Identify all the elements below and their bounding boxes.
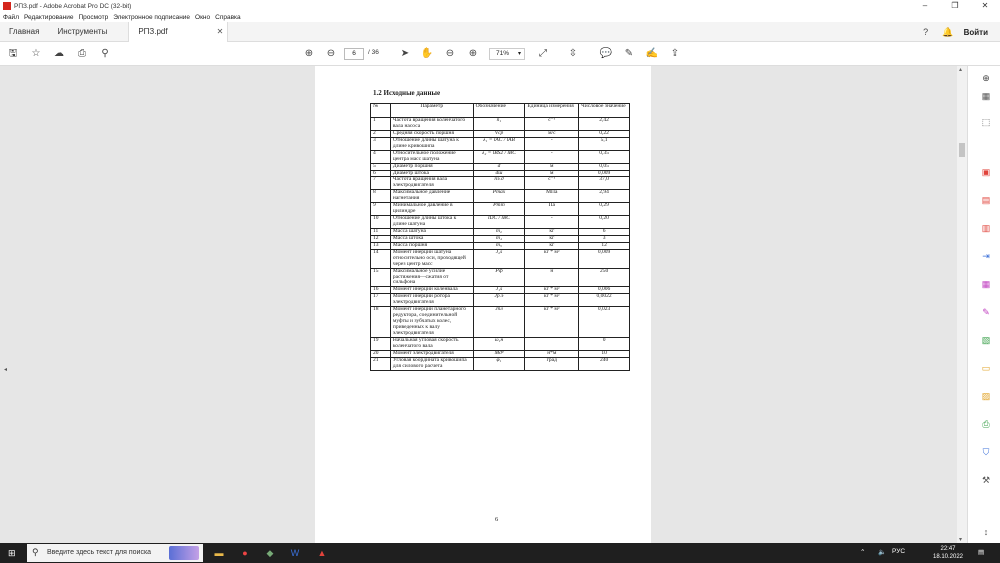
tab-document[interactable] xyxy=(128,22,228,42)
cell-symbol: λ₂ = lBS2 / lBC xyxy=(473,150,525,163)
header-actions xyxy=(920,22,1000,42)
minimize-icon[interactable]: – xyxy=(922,1,928,10)
title-bar xyxy=(0,0,1000,12)
cell-value: 2,94 xyxy=(579,190,630,203)
cell-number: 11 xyxy=(371,228,391,235)
close-icon[interactable]: ✕ xyxy=(981,1,989,10)
header-parameter: Параметр xyxy=(390,104,473,118)
cell-number: 17 xyxy=(371,294,391,307)
print-icon[interactable]: ⎙ xyxy=(78,48,86,59)
cell-unit: c⁻¹ xyxy=(525,177,579,190)
expand-panel-icon[interactable]: ↕ xyxy=(983,527,989,537)
tray-lang[interactable]: РУС xyxy=(892,548,906,555)
zoom-out-icon[interactable]: ⊖ xyxy=(445,48,455,59)
fill-sign-icon[interactable]: ✎ xyxy=(982,307,990,317)
fit-page-icon[interactable]: ⤢ xyxy=(539,48,547,59)
signin-button[interactable]: Войти xyxy=(963,27,988,37)
table-row xyxy=(371,357,630,370)
cell-unit: кг * м² xyxy=(525,294,579,307)
table-row xyxy=(371,203,630,216)
cell-value: 0,05 xyxy=(579,163,630,170)
file-explorer-icon[interactable]: ▬ xyxy=(214,548,224,558)
highlight-pen-icon[interactable]: ✎ xyxy=(624,48,634,59)
cell-symbol: J₂s xyxy=(473,249,525,268)
cell-parameter: Начальная угловая скорость коленчатого вала xyxy=(390,337,473,350)
window-controls xyxy=(910,0,1000,12)
cell-value: 0,29 xyxy=(579,203,630,216)
page-number-input[interactable]: 6 xyxy=(344,48,364,60)
cell-value: 6 xyxy=(579,228,630,235)
cell-value: 250 xyxy=(579,268,630,287)
window-title: РПЗ.pdf - Adobe Acrobat Pro DC (32-bit) xyxy=(14,2,132,10)
table-row xyxy=(371,249,630,268)
search-placeholder: Введите здесь текст для поиска xyxy=(47,549,152,556)
cell-parameter: Масса штока xyxy=(390,235,473,242)
table-row xyxy=(371,163,630,170)
cell-symbol: lDC / lBC xyxy=(473,216,525,229)
menu-help[interactable]: Справка xyxy=(215,13,241,21)
cell-symbol: J₁s xyxy=(473,287,525,294)
cell-parameter: Момент электродвигателя xyxy=(390,350,473,357)
cell-parameter: Масса поршня xyxy=(390,242,473,249)
cell-value: 0 xyxy=(579,337,630,350)
stamp-icon[interactable]: ▨ xyxy=(981,391,991,401)
cell-unit: - xyxy=(525,150,579,163)
cell-number: 18 xyxy=(371,307,391,338)
tab-bar xyxy=(0,22,1000,42)
menu-file[interactable]: Файл xyxy=(3,13,19,21)
cell-unit: МПа xyxy=(525,190,579,203)
cell-number: 16 xyxy=(371,287,391,294)
cell-number: 4 xyxy=(371,150,391,163)
cell-parameter: Отношение длины шатуна к длине кривошипа xyxy=(390,137,473,150)
cell-symbol: λ₁ = lAC / lAB xyxy=(473,137,525,150)
cell-value: 0,009 xyxy=(579,249,630,268)
clock[interactable] xyxy=(928,545,968,561)
table-row xyxy=(371,216,630,229)
cell-value: 0,023 xyxy=(579,307,630,338)
menu-bar xyxy=(0,12,1000,22)
search-icon[interactable]: ⚲ xyxy=(101,48,109,59)
scroll-up-icon[interactable]: ▴ xyxy=(959,67,963,73)
vertical-scrollbar[interactable] xyxy=(957,66,967,543)
cell-value: 0,20 xyxy=(579,216,630,229)
cell-unit: - xyxy=(525,137,579,150)
bookmarks-icon[interactable]: ⬚ xyxy=(981,117,991,127)
header-number: № xyxy=(371,104,391,118)
cell-unit xyxy=(525,337,579,350)
header-value: Числовое значение xyxy=(579,104,630,118)
menu-esign[interactable]: Электронное подписание xyxy=(113,13,191,21)
cell-symbol: m₄ xyxy=(473,235,525,242)
cell-symbol: m₅ xyxy=(473,242,525,249)
combine-files-icon[interactable]: ▤ xyxy=(981,195,991,205)
cell-symbol: d xyxy=(473,163,525,170)
send-for-review-icon[interactable]: ▧ xyxy=(981,335,991,345)
cell-value: 0,35 xyxy=(579,150,630,163)
section-heading: 1.2 Исходные данные xyxy=(373,89,441,97)
source-data-table xyxy=(370,103,630,371)
cell-number: 2 xyxy=(371,130,391,137)
cell-parameter: Момент инерции коленвала xyxy=(390,287,473,294)
table-row xyxy=(371,137,630,150)
cell-parameter: Диаметр поршня xyxy=(390,163,473,170)
header-unit: Единица измерения xyxy=(525,104,579,118)
clock-time: 22:47 xyxy=(940,546,956,552)
close-tab-icon[interactable]: ✕ xyxy=(216,26,224,36)
cell-unit: м xyxy=(525,170,579,177)
cell-symbol: n₁ xyxy=(473,118,525,131)
menu-view[interactable]: Просмотр xyxy=(78,13,109,21)
save-icon[interactable]: 🖫 xyxy=(8,48,18,59)
cell-symbol: Pф xyxy=(473,268,525,287)
protect-icon[interactable]: ⛉ xyxy=(982,447,990,457)
cell-unit: - xyxy=(525,216,579,229)
table-body xyxy=(371,118,630,371)
cell-value: 0,22 xyxy=(579,130,630,137)
cell-value: 37,0 xyxy=(579,177,630,190)
notifications-center-icon[interactable]: ▤ xyxy=(978,549,985,556)
restore-icon[interactable]: ❐ xyxy=(951,1,959,10)
cell-parameter: Момент инерции ротора электродвигателя xyxy=(390,294,473,307)
cell-number: 6 xyxy=(371,170,391,177)
cell-value: 10 xyxy=(579,350,630,357)
cell-number: 21 xyxy=(371,357,391,370)
share-icon[interactable]: ⇪ xyxy=(670,48,680,59)
cell-value: 5,1 xyxy=(579,137,630,150)
cell-unit: кг xyxy=(525,228,579,235)
tab-document-label: РПЗ.pdf xyxy=(138,26,168,36)
cell-unit: н*м xyxy=(525,350,579,357)
bookmark-star-icon[interactable]: ☆ xyxy=(31,48,41,59)
system-tray xyxy=(820,543,1000,563)
cell-unit: кг * м² xyxy=(525,307,579,338)
cell-value: 0,009 xyxy=(579,170,630,177)
cell-number: 20 xyxy=(371,350,391,357)
cell-symbol: nэ.д xyxy=(473,177,525,190)
scroll-down-icon[interactable]: ▾ xyxy=(959,537,963,543)
table-row xyxy=(371,118,630,131)
comment-icon[interactable]: 💬 xyxy=(599,48,613,59)
cell-parameter: Максимальное усилие растяжения—сжатия от сильфона xyxy=(390,268,473,287)
cell-unit: кг xyxy=(525,235,579,242)
print-production-icon[interactable]: ⎙ xyxy=(982,419,990,429)
table-row xyxy=(371,177,630,190)
cell-unit: м xyxy=(525,163,579,170)
windows-start-icon[interactable]: ⊞ xyxy=(8,548,16,558)
cell-symbol: φ₁ xyxy=(473,357,525,370)
organize-pages-icon[interactable]: ▦ xyxy=(981,279,991,289)
create-pdf-icon[interactable]: ▣ xyxy=(981,167,991,177)
sign-icon[interactable]: ✍ xyxy=(645,48,659,59)
zoom-in-icon[interactable]: ⊕ xyxy=(468,48,478,59)
zoom-select[interactable]: 71% ▾ xyxy=(489,48,525,60)
header-symbol: Обозначение xyxy=(473,104,525,118)
previous-page-icon[interactable]: ⊕ xyxy=(304,48,314,59)
cell-symbol: ω₁н xyxy=(473,337,525,350)
table-row xyxy=(371,190,630,203)
tab-tools[interactable]: Инструменты xyxy=(57,26,108,36)
cell-parameter: Частота вращения вала электродвигателя xyxy=(390,177,473,190)
cell-parameter: Отношение длины штока к длине шатуна xyxy=(390,216,473,229)
scroll-mode-icon[interactable]: ⇳ xyxy=(568,48,578,59)
search-icon: ⚲ xyxy=(32,547,39,557)
notifications-icon[interactable]: 🔔 xyxy=(941,27,954,37)
cell-symbol: dш xyxy=(473,170,525,177)
menu-window[interactable]: Окно xyxy=(195,13,211,21)
cell-parameter: Момент инерции шатуна относительно оси, проходящей через центр масс xyxy=(390,249,473,268)
acrobat-app-icon xyxy=(3,2,11,10)
yandex-browser-icon[interactable]: ● xyxy=(242,548,248,558)
cell-parameter: Угловая координата кривошипа для силового расчета xyxy=(390,357,473,370)
next-page-icon[interactable]: ⊖ xyxy=(326,48,336,59)
table-row xyxy=(371,150,630,163)
cell-parameter: Момент инерции планетарного редуктора, соединительной муфты и зубчатых колес, приведенных к валу электродвигателя xyxy=(390,307,473,338)
edit-pdf-icon[interactable]: ▥ xyxy=(981,223,991,233)
page-number-footer: 6 xyxy=(495,516,499,523)
cell-unit: c⁻¹ xyxy=(525,118,579,131)
cell-number: 1 xyxy=(371,118,391,131)
cell-value: 0,0022 xyxy=(579,294,630,307)
acrobat-taskbar-icon[interactable]: ▲ xyxy=(317,548,327,558)
cell-unit: Па xyxy=(525,203,579,216)
toolbar xyxy=(0,42,1000,66)
cell-number: 10 xyxy=(371,216,391,229)
comment-tool-icon[interactable]: ▭ xyxy=(981,363,991,373)
page-total: / 36 xyxy=(368,49,379,56)
hand-tool-icon[interactable]: ✋ xyxy=(420,48,434,59)
cloud-upload-icon[interactable]: ☁ xyxy=(54,48,64,59)
clock-date: 18.10.2022 xyxy=(932,554,964,560)
cell-unit: м/с xyxy=(525,130,579,137)
cell-symbol: Jпл xyxy=(473,307,525,338)
cell-unit: кг xyxy=(525,242,579,249)
search-highlight-image xyxy=(169,546,199,560)
tab-home[interactable]: Главная xyxy=(9,26,40,36)
cell-value: 2,42 xyxy=(579,118,630,131)
help-icon[interactable]: ? xyxy=(923,27,929,37)
word-icon[interactable]: W xyxy=(290,548,300,558)
select-cursor-icon[interactable]: ➤ xyxy=(400,48,410,59)
cell-value: 12 xyxy=(579,242,630,249)
cell-number: 12 xyxy=(371,235,391,242)
cell-number: 9 xyxy=(371,203,391,216)
cell-parameter: Диаметр штока xyxy=(390,170,473,177)
table-row xyxy=(371,294,630,307)
table-row xyxy=(371,337,630,350)
cell-symbol: Jр.э xyxy=(473,294,525,307)
pdf-page xyxy=(315,66,651,543)
more-tools-icon[interactable]: ⚒ xyxy=(981,475,991,485)
volume-icon[interactable]: 🔈 xyxy=(878,549,887,556)
cell-unit: кг * м² xyxy=(525,249,579,268)
cell-number: 8 xyxy=(371,190,391,203)
cell-symbol: m₂ xyxy=(473,228,525,235)
scrollbar-thumb[interactable] xyxy=(959,143,965,157)
cell-value: 3 xyxy=(579,235,630,242)
app-icon[interactable]: ◆ xyxy=(266,548,274,558)
menu-edit[interactable]: Редактирование xyxy=(23,13,74,21)
cell-unit: град xyxy=(525,357,579,370)
taskbar-search[interactable] xyxy=(27,544,203,562)
export-pdf-icon[interactable]: ⇥ xyxy=(982,251,990,261)
tray-chevron-icon[interactable]: ⌃ xyxy=(860,549,866,556)
table-row xyxy=(371,307,630,338)
cell-parameter: Частота вращения коленчатого вала насоса xyxy=(390,118,473,131)
cell-symbol: Pmin xyxy=(473,203,525,216)
cell-parameter: Минимальное давление в цилиндре xyxy=(390,203,473,216)
cell-number: 15 xyxy=(371,268,391,287)
cell-number: 19 xyxy=(371,337,391,350)
cell-number: 13 xyxy=(371,242,391,249)
cell-number: 3 xyxy=(371,137,391,150)
cell-parameter: Масса шатуна xyxy=(390,228,473,235)
cell-parameter: Относительное положение центра масс шатуна xyxy=(390,150,473,163)
cell-symbol: Vср xyxy=(473,130,525,137)
cell-number: 14 xyxy=(371,249,391,268)
table-header-row xyxy=(371,104,630,118)
table-row xyxy=(371,268,630,287)
cell-parameter: Максимальное давление нагнетания xyxy=(390,190,473,203)
zoom-search-icon[interactable]: ⊕ xyxy=(982,73,990,83)
cell-number: 5 xyxy=(371,163,391,170)
page-thumbnails-icon[interactable]: ▦ xyxy=(981,91,991,101)
cell-value: 0,006 xyxy=(579,287,630,294)
left-panel-toggle-icon[interactable]: ◂ xyxy=(4,367,8,373)
windows-taskbar xyxy=(0,543,1000,563)
cell-unit: кг * м² xyxy=(525,287,579,294)
cell-number: 7 xyxy=(371,177,391,190)
cell-value: 240 xyxy=(579,357,630,370)
cell-unit: н xyxy=(525,268,579,287)
cell-symbol: Pmax xyxy=(473,190,525,203)
cell-symbol: Mдᵖ xyxy=(473,350,525,357)
cell-parameter: Средняя скорость поршня xyxy=(390,130,473,137)
right-tools-panel xyxy=(967,66,1000,543)
